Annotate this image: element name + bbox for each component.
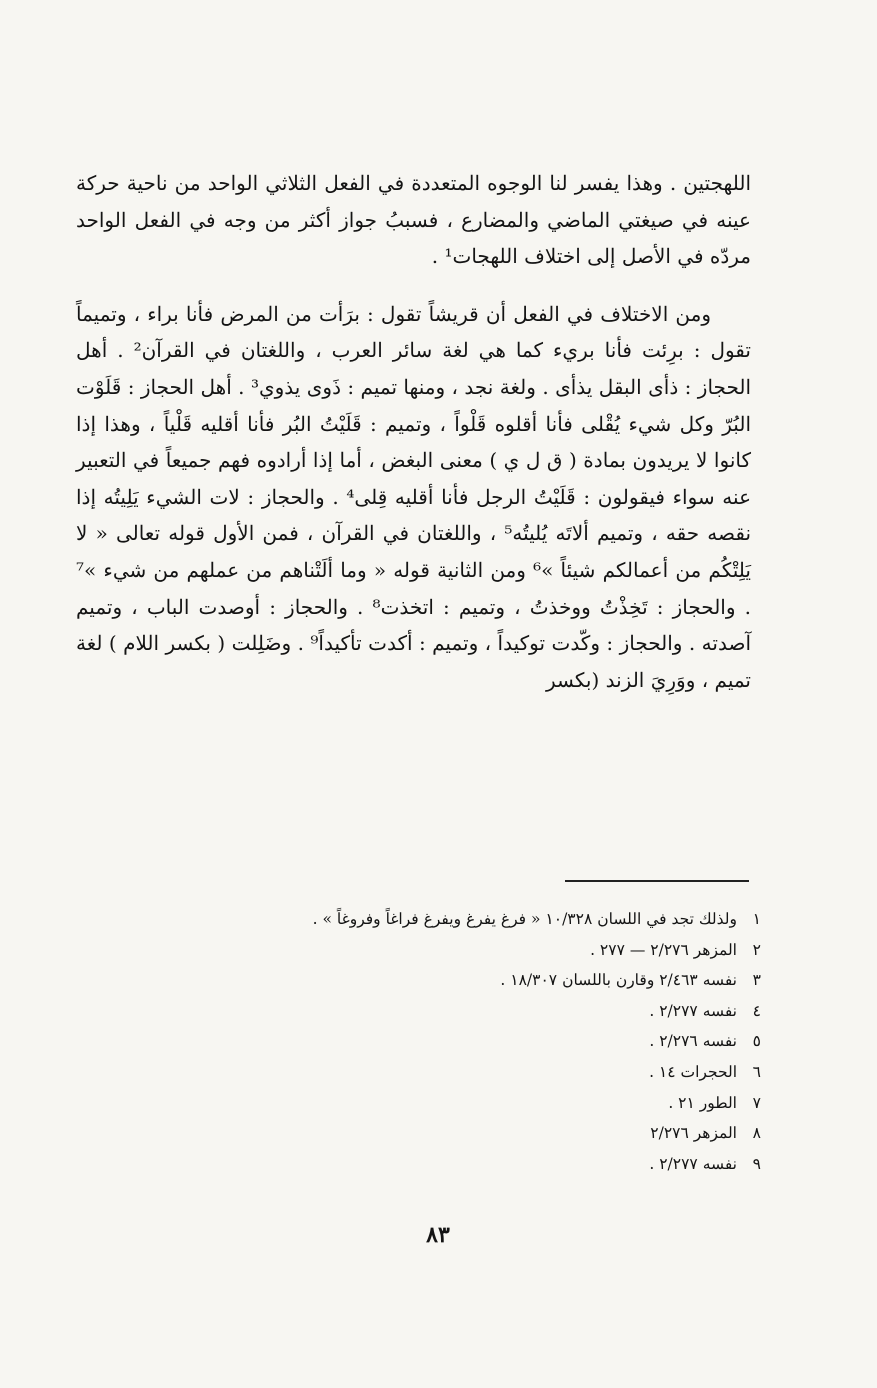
footnote-text: الطور ٢١ . bbox=[668, 1093, 737, 1112]
footnote-number: ٦ bbox=[752, 1062, 761, 1081]
footnote-item bbox=[150, 1118, 761, 1149]
footnote-item bbox=[150, 1088, 761, 1119]
footnote-text: نفسه ٢/٢٧٧ . bbox=[649, 1001, 737, 1020]
footnote-number: ٢ bbox=[752, 940, 761, 959]
footnote-number: ٩ bbox=[752, 1154, 761, 1173]
footnote-number: ٥ bbox=[752, 1032, 761, 1051]
footnote-item bbox=[150, 1149, 761, 1180]
footnote-number: ٧ bbox=[752, 1093, 761, 1112]
footnotes-list bbox=[150, 904, 761, 1179]
main-text bbox=[76, 165, 751, 698]
footnote-item bbox=[150, 1026, 761, 1057]
footnote-text: نفسه ٢/٢٧٧ . bbox=[649, 1154, 737, 1173]
footnote-item bbox=[150, 904, 761, 935]
footnote-text: المزهر ٢/٢٧٦ — ٢٧٧ . bbox=[590, 940, 737, 959]
footnote-item bbox=[150, 996, 761, 1027]
footnote-item bbox=[150, 1057, 761, 1088]
footnote-number: ٨ bbox=[752, 1124, 761, 1143]
footnote-item bbox=[150, 935, 761, 966]
footnote-text: المزهر ٢/٢٧٦ bbox=[650, 1124, 737, 1143]
footnote-separator bbox=[565, 880, 749, 882]
footnote-text: الحجرات ١٤ . bbox=[649, 1062, 737, 1081]
footnote-number: ٣ bbox=[752, 971, 761, 990]
paragraph: ومن الاختلاف في الفعل أن قريشاً تقول : برَأت من المرض فأنا براء ، وتميماً تقول : برِئت فأنا بريء كما هي لغة سائر العرب ، واللغتان في القرآن² . أهل الحجاز : ذأى البقل يذأى . ولغة نجد ، ومنها تميم : ذَوى يذوي³ . أهل الحجاز : قَلَوْت البُرّ وكل شيء يُقْلى فأنا أقلوه قَلْواً ، وتميم : قَلَيْتُ البُر فأنا أقليه قَلْياً ، وهذا إذا كانوا لا يريدون بمادة ( ق ل ي ) معنى البغض ، أما إذا أرادوه فهم جميعاً في التعبير عنه سواء فيقولون : قَلَيْتُ الرجل فأنا أقليه قِلى⁴ . والحجاز : لات الشيء يَلِيتُه إذا نقصه حقه ، وتميم ألاتَه يُليتُه⁵ ، واللغتان في القرآن ، فمن الأول قوله تعالى « لا يَلِتْكُم من أعمالكم شيئاً »⁶ ومن الثانية قوله « وما ألَتْناهم من عملهم من شيء »⁷ . والحجاز : تَخِذْتُ ووخذتُ ، وتميم : اتخذت⁸ . والحجاز : أوصدت الباب ، وتميم آصدته . والحجاز : وكّدت توكيداً ، وتميم : أكدت تأكيداً⁹ . وضَلِلت ( بكسر اللام ) لغة تميم ، ووَرِيَ الزند (بكسر bbox=[76, 301, 752, 692]
footnote-text: نفسه ٢/٤٦٣ وقارن باللسان ١٨/٣٠٧ . bbox=[500, 971, 737, 990]
footnote-item bbox=[150, 965, 761, 996]
footnote-number: ١ bbox=[752, 910, 761, 928]
paragraph: اللهجتين . وهذا يفسر لنا الوجوه المتعددة في الفعل الثلاثي الواحد من ناحية حركة عينه في صيغتي الماضي والمضارع ، فسببُ جواز أكثر من وجه في الفعل الواحد مردّه في الأصل إلى اختلاف اللهجات¹ . bbox=[76, 171, 751, 269]
page-number: ٨٣ bbox=[426, 1222, 450, 1248]
footnote-text: ولذلك تجد في اللسان ١٠/٣٢٨ « فرغ يفرغ ويفرغ فراغاً وفروغاً » . bbox=[312, 910, 737, 928]
footnote-text: نفسه ٢/٢٧٦ . bbox=[649, 1032, 737, 1051]
footnote-number: ٤ bbox=[752, 1001, 761, 1020]
